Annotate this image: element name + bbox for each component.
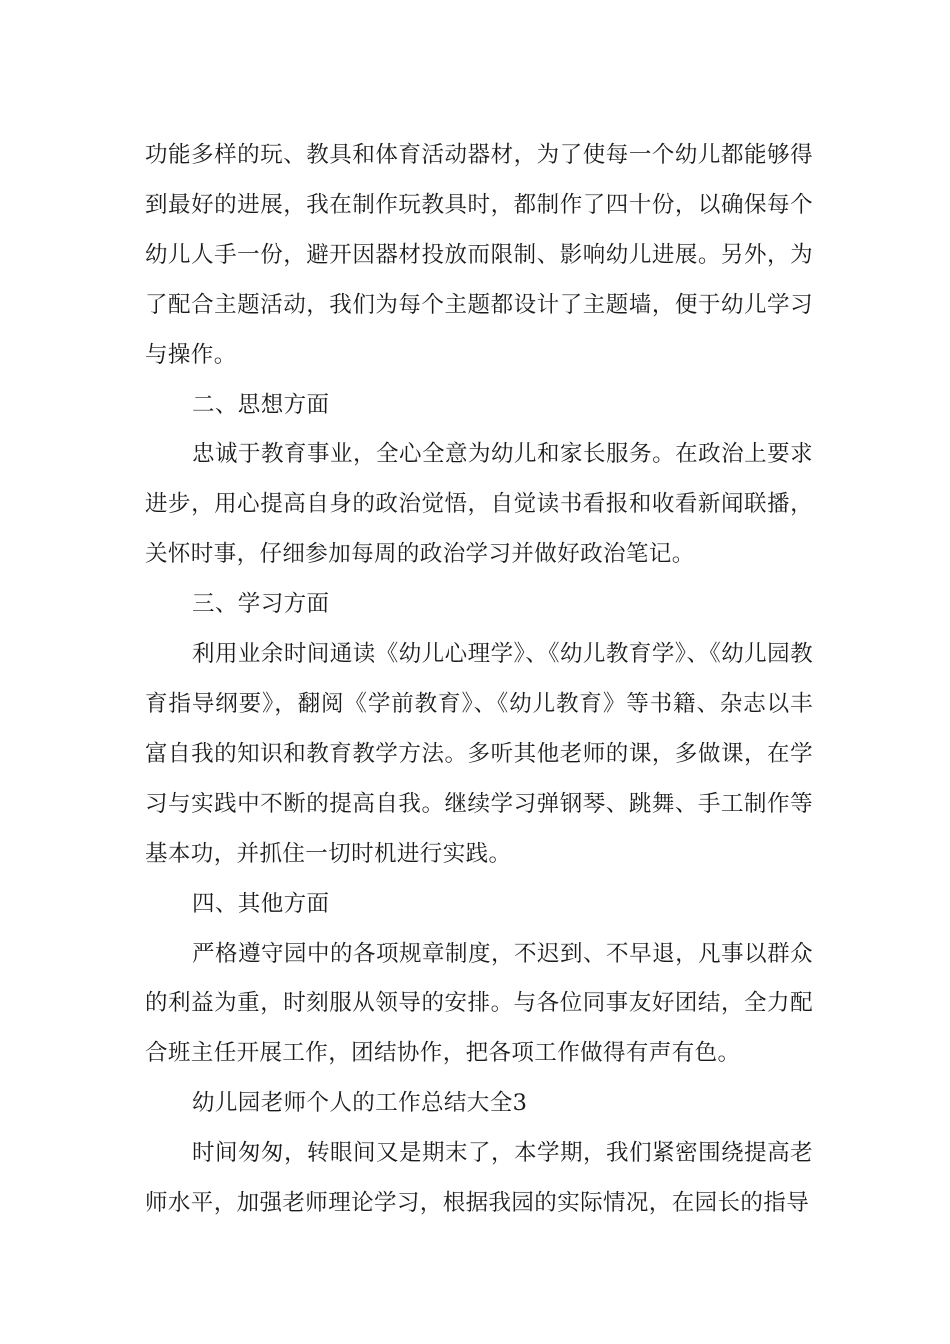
- heading-thought: 二、思想方面: [192, 391, 330, 418]
- paragraph-play-equipment: 功能多样的玩、教具和体育活动器材，为了使每一个幼儿都能够得到最好的进展，我在制作玩教具时，都制作了四十份，以确保每个幼儿人手一份，避开因器材投放而限制、影响幼儿进展。另外，为了配合主题活动，我们为每个主题都设计了主题墙，便于幼儿学习与操作。: [145, 142, 813, 368]
- section-title-summary-3: 幼儿园老师个人的工作总结大全3: [192, 1090, 528, 1117]
- paragraph-study: 利用业余时间通读《幼儿心理学》、《幼儿教育学》、《幼儿园教育指导纲要》，翻阅《学前教育》、《幼儿教育》等书籍、杂志以丰富自我的知识和教育教学方法。多听其他老师的课，多做课，在学习与实践中不断的提高自我。继续学习弹钢琴、跳舞、手工制作等基本功，并抓住一切时机进行实践。: [145, 641, 813, 867]
- document-body: [145, 131, 813, 1229]
- heading-study: 三、学习方面: [192, 591, 330, 618]
- paragraph-thought: 忠诚于教育事业，全心全意为幼儿和家长服务。在政治上要求进步，用心提高自身的政治觉悟，自觉读书看报和收看新闻联播，关怀时事，仔细参加每周的政治学习并做好政治笔记。: [145, 441, 813, 568]
- paragraph-other: 严格遵守园中的各项规章制度，不迟到、不早退，凡事以群众的利益为重，时刻服从领导的安排。与各位同事友好团结，全力配合班主任开展工作，团结协作，把各项工作做得有声有色。: [145, 940, 813, 1067]
- heading-other: 四、其他方面: [192, 890, 330, 917]
- paragraph-semester: 时间匆匆，转眼间又是期末了，本学期，我们紧密围绕提高老师水平，加强老师理论学习，根据我园的实际情况，在园长的指导: [145, 1140, 813, 1217]
